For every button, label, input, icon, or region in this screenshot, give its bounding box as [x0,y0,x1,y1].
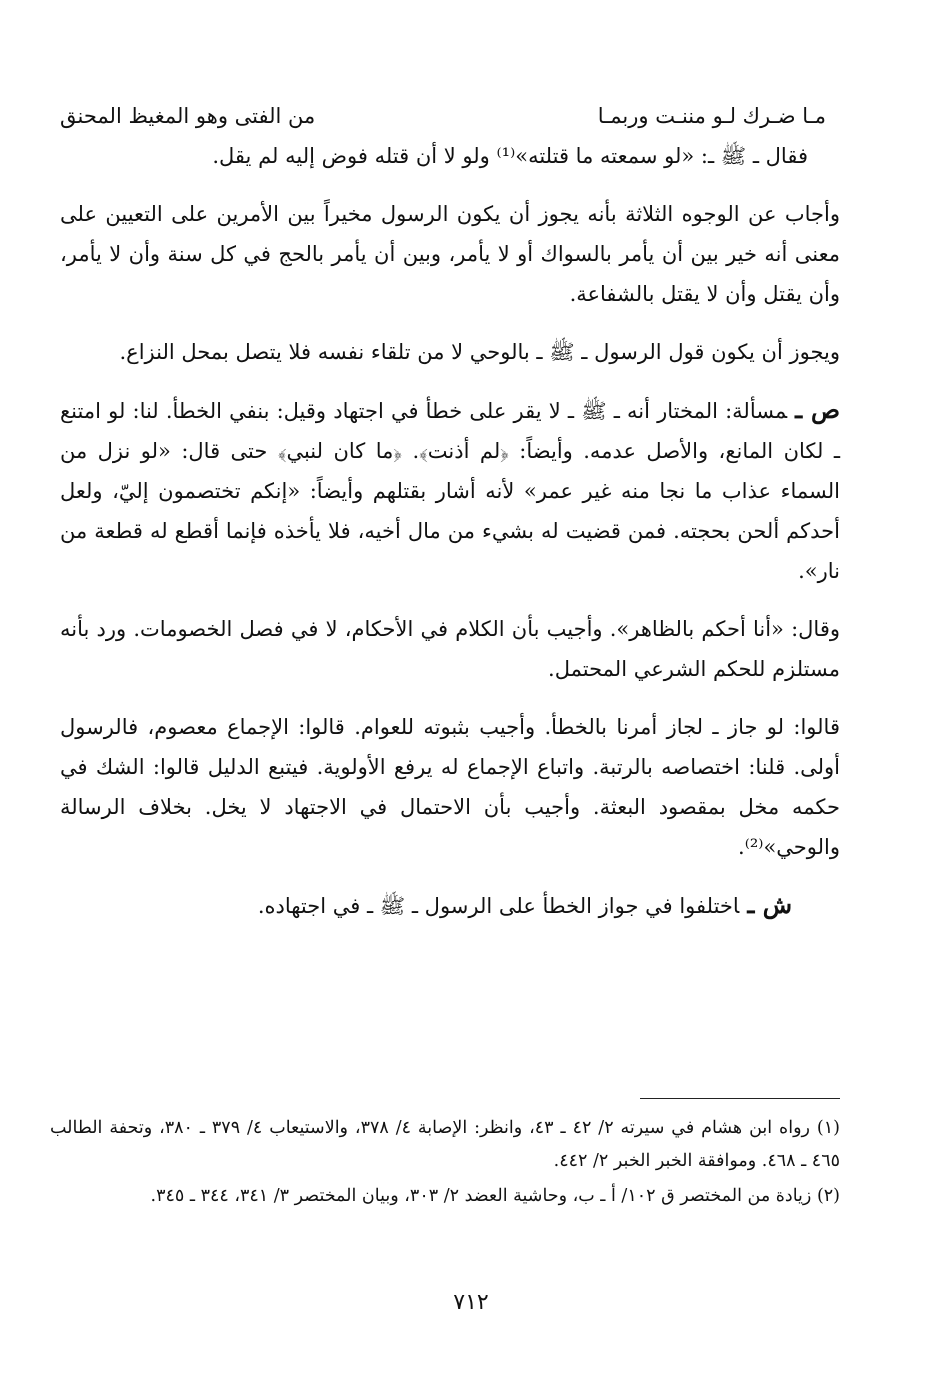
main-text [60,96,840,944]
verse-second-hemistich: من الفتى وهو المغيظ المحنق [60,104,316,128]
paragraph-revelation: ويجوز أن يكون قول الرسول ـ ﷺ ـ بالوحي لا من تلقاء نفسه فلا يتصل بمحل النزاع. [119,340,840,364]
quote-line: فقال ـ ﷺ ـ: «لو سمعته ما قتلته»⁽¹⁾ ولو لا أن قتله فوض إليه لم يقل. [212,144,808,168]
footnote-2: (٢) زيادة من المختصر ق ١٠٢/ أ ـ ب، وحاشية العضد ٢/ ٣٠٣، وبيان المختصر ٣/ ٣٤١، ٣٤٤ ـ ٣٤٥. [150,1186,840,1206]
section-sad [60,390,840,591]
footnotes [50,1112,840,1215]
section-shin-text: اختلفوا في جواز الخطأ على الرسول ـ ﷺ ـ في اجتهاده. [257,894,740,918]
section-marker-shin: ش ـ [747,890,792,919]
footnote-divider [640,1098,840,1099]
paragraph-qala: وقال: «أنا أحكم بالظاهر». وأجيب بأن الكلام في الأحكام، لا في فصل الخصومات. ورد بأنه مستلزم للحكم الشرعي المحتمل. [60,617,840,681]
paragraph-answer: وأجاب عن الوجوه الثلاثة بأنه يجوز أن يكون الرسول مخيراً بين الأمرين على التعيين على معنى أنه خير بين أن يأمر بالسواك أو لا يأمر، وبين أن يأمر بالحج في كل سنة وأن لا يأمر، وأن يقتل وأن لا يقتل بالشفاعة. [60,202,840,306]
page-number: ٧١٢ [453,1290,489,1315]
section-sad-text: مسألة: المختار أنه ـ ﷺ ـ لا يقر على خطأ في اجتهاد وقيل: بنفي الخطأ. لنا: لو امتنع ـ لكان المانع، والأصل عدمه. وأيضاً: ﴿لم أذنت﴾. ﴿ما كان لنبي﴾ حتى قال: «لو نزل من السماء عذاب ما نجا منه غير عمر» لأنه أشار بقتلهم وأيضاً: «إنكم تختصمون إليّ، ولعل أحدكم ألحن بحجته. فمن قضيت له بشيء من مال أخيه، فلا يأخذه فإنما أقطع له قطعة من نار». [60,399,840,583]
section-shin [60,885,840,926]
paragraph-qalu: قالوا: لو جاز ـ لجاز أمرنا بالخطأ. وأجيب بثبوته للعوام. قالوا: الإجماع معصوم، فالرسول أولى. قلنا: اختصاصه بالرتبة. واتباع الإجماع له يرفع الأولوية. فيتبع الدليل قالوا: الشك في حكمه مخل بمقصود البعثة. وأجيب بأن الاحتمال في الاجتهاد لا يخل. بخلاف الرسالة والوحي»⁽²⁾. [60,715,840,859]
poetry-verse [60,96,840,136]
verse-first-hemistich: مـا ضـرك لـو مننـت وربمـا [597,104,826,128]
section-marker-sad: ص ـ [795,395,840,424]
footnote-1: (١) رواه ابن هشام في سيرته ٢/ ٤٢ ـ ٤٣، وانظر: الإصابة ٤/ ٣٧٨، والاستيعاب ٤/ ٣٧٩ ـ ٣٨٠، وتحفة الطالب ٤٦٥ ـ ٤٦٨. وموافقة الخبر الخبر ٢/ ٤٤٢. [50,1118,840,1171]
